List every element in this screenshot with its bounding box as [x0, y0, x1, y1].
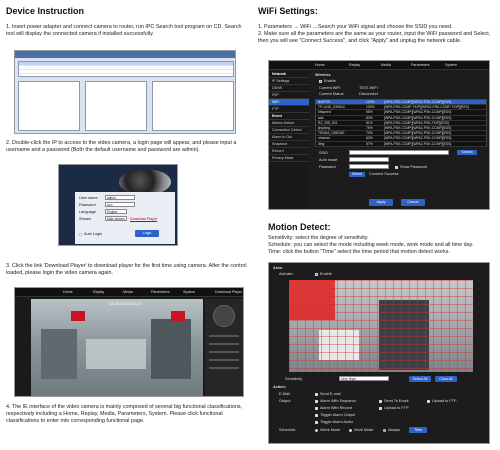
select-all-button[interactable]: Select All	[409, 376, 431, 382]
time-button[interactable]: Time	[409, 427, 427, 433]
nav-motion-detect[interactable]: Motion Detect	[269, 120, 309, 127]
upload-ftp-2-box[interactable]	[379, 407, 382, 410]
trigger-output-box[interactable]	[315, 414, 318, 417]
week-mode-radio[interactable]	[315, 428, 340, 432]
motion-enable-box[interactable]	[315, 273, 318, 276]
wifi-network-signal: 83%	[366, 115, 373, 120]
trigger-output-label: Trigger Alarm Output	[320, 413, 356, 417]
motion-enable-label: Enable	[320, 272, 332, 276]
wifi-tab-replay[interactable]: Replay	[349, 63, 361, 67]
nav-ddns[interactable]: DDNS	[269, 85, 309, 92]
wifi-network-ssid: R2_258_001	[318, 120, 338, 125]
auth-mode-select[interactable]	[349, 157, 389, 162]
search-tool-titlebar	[15, 51, 235, 58]
menu-media[interactable]: Media	[123, 290, 133, 294]
motion-detect-screenshot	[268, 262, 490, 444]
motion-time-text: Time: click the button "Time" select the time period that motion detect works.	[268, 249, 450, 255]
show-password-checkbox[interactable]	[395, 165, 427, 169]
nav-p2p[interactable]: P2P	[269, 92, 309, 99]
wifi-network-security: [WPA-PSK-CCMP][WPA2-PSK-CCMP][ESS]	[384, 141, 452, 146]
week-mode-radio-dot[interactable]	[315, 429, 318, 432]
alarm-snapshot-box[interactable]	[315, 400, 318, 403]
live-video-feed	[31, 299, 203, 396]
sensitivity-select[interactable]: Very High	[339, 376, 389, 381]
trigger-output-checkbox[interactable]	[315, 413, 355, 417]
wifi-network-signal: 81%	[366, 120, 373, 125]
alarm-snapshot-label: Alarm With Snapshot	[320, 399, 356, 403]
nav-snapshot[interactable]: Snapshot	[269, 141, 309, 148]
wifi-tab-media[interactable]: Media	[381, 63, 391, 67]
always-radio-dot[interactable]	[383, 429, 386, 432]
clear-all-button[interactable]: Clear All	[435, 376, 457, 382]
send-to-email-box[interactable]	[379, 400, 382, 403]
upgrade-panel	[152, 81, 234, 131]
wifi-network-ssid: nhamzs	[318, 136, 330, 141]
upload-ftp-2-checkbox[interactable]	[379, 406, 408, 410]
wifi-tab-parameters[interactable]: Parameters	[411, 63, 430, 67]
sensitivity-label: Sensitivity	[285, 377, 303, 381]
search-device-table	[18, 61, 234, 77]
step-2-text: 2. Double-click the IP to access to the video camera, a login page will appear, and please input a username and a password (Both the default username and password are admin).	[6, 140, 237, 153]
wifi-network-signal: 63%	[366, 136, 373, 141]
alarm-record-label: Alarm With Record	[320, 406, 352, 410]
work-mode-radio[interactable]	[349, 428, 373, 432]
wifi-password-input[interactable]	[349, 164, 389, 169]
menu-parameters[interactable]: Parameters	[151, 290, 170, 294]
auth-mode-label: Auth mode	[319, 158, 338, 162]
section-title-wifi-settings: WiFi Settings:	[258, 6, 318, 16]
nav-wifi[interactable]: WiFi	[269, 99, 309, 106]
current-wifi-value: TEST-WIFI	[359, 86, 378, 90]
wifi-cancel-button[interactable]: Cancel	[401, 199, 425, 206]
wireless-heading: Wireless	[315, 73, 331, 77]
current-status-value: Disconnect	[359, 92, 378, 96]
alarm-record-checkbox[interactable]	[315, 406, 352, 410]
week-mode-label: Week Mode	[320, 428, 341, 432]
live-timestamp: 12-08-16 09:21:27	[109, 301, 142, 306]
motion-enable-checkbox[interactable]	[315, 272, 332, 276]
wifi-step-2-text: 2. Make sure all the parameters are the same as your router, input the WiFi password and Select, then you will see "Connect Success", and click "Apply" and unplug the network cable.	[258, 31, 491, 44]
wifi-network-security: [WPA-PSK-CCMP][WPA2-PSK-CCMP][ESS]	[384, 131, 452, 136]
trigger-audio-label: Trigger Alarm Audio	[320, 420, 354, 424]
wifi-apply-button[interactable]: Apply	[369, 199, 393, 206]
show-password-label: Show Password	[400, 165, 428, 169]
password-label: Password	[79, 203, 96, 207]
nav-alarm-in-out[interactable]: Alarm In Out	[269, 134, 309, 141]
nav-record[interactable]: Record	[269, 148, 309, 155]
ssid-input[interactable]	[349, 150, 449, 155]
wifi-network-signal: 57%	[366, 141, 373, 146]
wifi-step-1-text: 1. Parameters → WiFi →Search your WiFi signal and choose the SSID you need.	[258, 24, 453, 30]
trigger-audio-checkbox[interactable]	[315, 420, 353, 424]
wifi-network-security: [WPA-PSK-CCMP][WPA2-PSK-CCMP][ESS]	[384, 115, 452, 120]
wifi-tab-system[interactable]: System	[445, 63, 457, 67]
wifi-side-nav	[269, 71, 309, 210]
menu-download-player[interactable]: Download Player	[215, 290, 243, 294]
send-email-box[interactable]	[315, 393, 318, 396]
wifi-network-signal: 70%	[366, 131, 373, 136]
connect-status-text: Connect Success	[369, 172, 399, 176]
wifi-network-signal: 100%	[366, 100, 375, 104]
wifi-network-ssid: TENDA_G8E2AE	[318, 131, 345, 136]
auto-login-label: Auto Login	[84, 232, 103, 236]
download-player-link[interactable]: Download Player	[130, 217, 158, 221]
nav-event-heading: Event	[269, 113, 309, 120]
alarm-snapshot-checkbox[interactable]	[315, 399, 356, 403]
menu-replay[interactable]: Replay	[93, 290, 105, 294]
ipc-search-tool-screenshot	[14, 50, 236, 134]
wifi-password-label: Password	[319, 165, 336, 169]
nav-ip-settings[interactable]: IP Settings	[269, 78, 309, 85]
user-name-label: User name	[79, 196, 98, 200]
motion-area-grid[interactable]	[289, 280, 473, 372]
menu-home[interactable]: Home	[63, 290, 73, 294]
ptz-control-panel[interactable]	[205, 299, 243, 396]
auto-login-checkbox[interactable]	[79, 232, 102, 236]
work-mode-label: Work Mode	[354, 428, 374, 432]
wifi-network-ssid: bitspeed	[318, 110, 331, 115]
device-param-panel	[18, 81, 80, 131]
wifi-network-security: [WPA-PSK-CCMP-TKIP][WPA2-PSK-CCMP-TKIP][ESS]	[384, 105, 469, 110]
wifi-network-list[interactable]	[315, 99, 487, 147]
wifi-enable-checkbox[interactable]	[319, 79, 336, 83]
wifi-network-signal: 95%	[366, 110, 373, 115]
send-to-email-label: Send To Email	[384, 399, 409, 403]
always-label: Always	[388, 428, 401, 432]
nav-network-heading: Network	[269, 71, 309, 78]
section-title-device-instruction: Device Instruction	[6, 6, 85, 16]
wifi-network-ssid: ding	[318, 141, 325, 146]
wifi-network-ssid: linkPOS	[318, 100, 331, 104]
alarm-record-box[interactable]	[315, 407, 318, 410]
output-label: Output	[279, 399, 291, 403]
nav-connection-detect[interactable]: Connection Detect	[269, 127, 309, 134]
language-select[interactable]: English	[105, 209, 127, 214]
wifi-network-ssid: ads	[318, 115, 324, 120]
wifi-network-security: [WPA-PSK-CCMP][WPA2-PSK-CCMP][ESS]	[384, 125, 452, 130]
wifi-network-ssid: TP-LINK_C9061C	[318, 105, 346, 110]
upload-ftp-label: Upload to FTP	[432, 399, 457, 403]
login-button[interactable]: Login	[135, 230, 159, 237]
wifi-enable-label: Enable	[324, 79, 336, 83]
wifi-network-security: [WPA-PSK-CCMP][WPA2-PSK-TKIP][ESS]	[384, 120, 449, 125]
step-4-text: 4. The IE interface of the video camera is mainly composed of several big functional classifications, respectively including a Home, Replay, Media, Parameters, System. Please click functional classifications to enter into corresponding functional page.	[6, 404, 243, 424]
motion-schedule-text: Schedule: you can select the mode including week mode, work mode and all time day.	[268, 242, 474, 248]
wifi-network-security: [WPA-PSK-CCMP][WPA2-PSK-CCMP][ESS]	[384, 100, 452, 104]
login-dialog-screenshot	[58, 164, 178, 246]
current-wifi-label: Current WiFi	[319, 86, 341, 90]
motion-sensitivity-text: Sensitivity: select the degree of sensitivity.	[268, 235, 369, 241]
stream-select[interactable]: Main stream	[105, 216, 127, 221]
wifi-enable-box[interactable]	[319, 80, 322, 83]
wifi-network-security: [WPA-PSK-CCMP][WPA2-PSK-CCMP][ESS]	[384, 110, 452, 115]
schedule-label: Schedule:	[279, 428, 296, 432]
wifi-search-button[interactable]: Search	[457, 150, 477, 155]
stream-label: Stream	[79, 217, 92, 221]
wifi-network-security: [WPA-PSK-CCMP][WPA2-PSK-CCMP][ESS]	[384, 136, 452, 141]
upload-ftp-box[interactable]	[427, 400, 430, 403]
step-1-text: 1. Insert power adapter and connect camera to router, run IPC Search tool program on CD. Search tool will display the connected camera if installed successfully.	[6, 24, 242, 37]
menu-system[interactable]: System	[183, 290, 195, 294]
always-radio[interactable]	[383, 428, 400, 432]
password-input[interactable]: •••••	[105, 202, 135, 207]
auto-login-checkbox-box[interactable]	[79, 233, 82, 236]
user-name-input[interactable]: admin	[105, 195, 135, 200]
network-param-panel	[85, 81, 147, 131]
upload-ftp-2-label: Upload to FTP	[384, 406, 409, 410]
show-password-box[interactable]	[395, 166, 398, 169]
upload-ftp-checkbox[interactable]	[427, 399, 456, 403]
wifi-tab-home[interactable]: Home	[315, 63, 325, 67]
live-view-screenshot	[14, 287, 244, 397]
current-status-label: Current Status	[319, 92, 344, 96]
wifi-network-ssid: jinyixing	[318, 125, 331, 130]
area-heading: Area:	[273, 266, 283, 270]
section-title-motion-detect: Motion Detect:	[268, 222, 331, 232]
nav-ftp[interactable]: FTP	[269, 106, 309, 113]
wifi-network-signal: 76%	[366, 125, 373, 130]
language-label: Language	[79, 210, 96, 214]
trigger-audio-box[interactable]	[315, 421, 318, 424]
email-label: E-Mail	[279, 392, 290, 396]
send-to-email-checkbox[interactable]	[379, 399, 408, 403]
wifi-network-signal: 100%	[366, 105, 375, 110]
work-mode-radio-dot[interactable]	[349, 429, 352, 432]
nav-privacy-mask[interactable]: Privacy Mask	[269, 155, 309, 162]
action-heading: Action:	[273, 385, 287, 389]
ssid-label: SSID	[319, 151, 328, 155]
wifi-settings-screenshot	[268, 60, 490, 210]
send-email-checkbox[interactable]	[315, 392, 341, 396]
wifi-select-button[interactable]: Select	[349, 172, 365, 177]
step-3-text: 3. Click the link 'Download Player' to download player for the first time using camera. After the control loaded, please login the video camera again.	[6, 263, 247, 276]
wifi-network-row[interactable]	[316, 142, 486, 147]
send-email-label: Send E-mail	[320, 392, 341, 396]
activate-label: Activate:	[279, 272, 294, 276]
